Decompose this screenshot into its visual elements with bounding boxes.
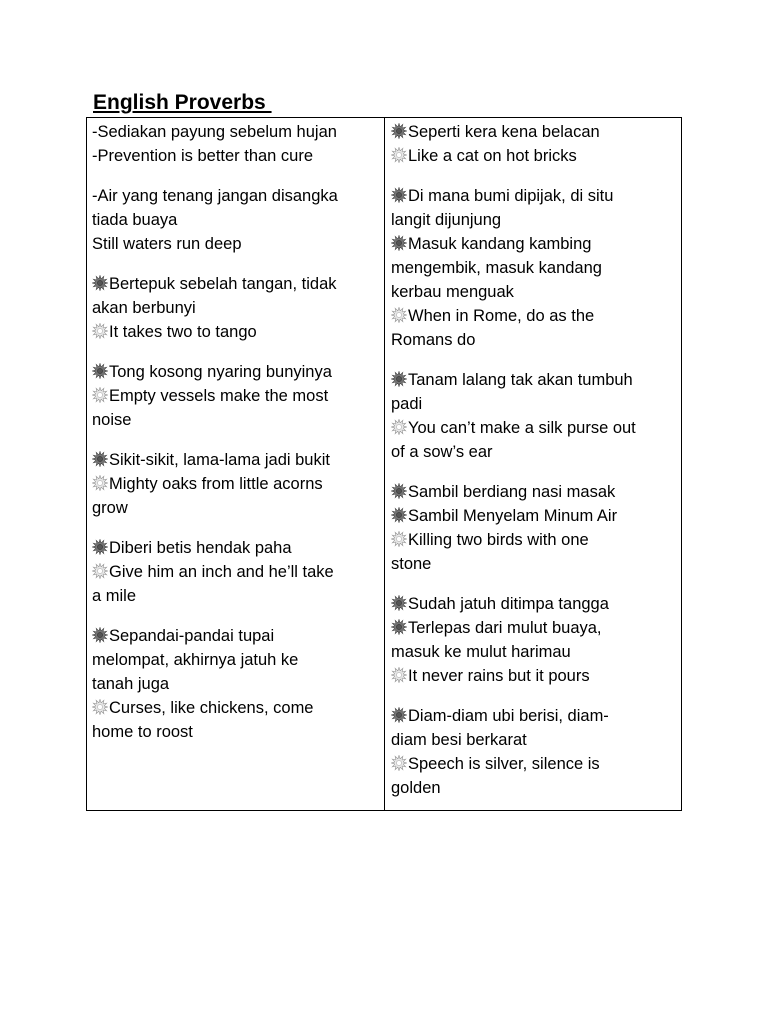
dark-sun-star-icon	[391, 483, 407, 499]
proverb-line	[92, 624, 380, 648]
proverb-line	[391, 328, 677, 352]
proverb-line	[92, 232, 380, 256]
proverb-entry	[92, 624, 380, 744]
proverb-entry	[391, 368, 677, 464]
proverb-line	[92, 384, 380, 408]
proverb-text: Diam-diam ubi berisi, diam-	[408, 707, 609, 725]
proverb-line	[391, 640, 677, 664]
proverb-entry	[391, 592, 677, 688]
proverb-text: tanah juga	[92, 675, 170, 693]
proverb-text: padi	[391, 395, 423, 413]
proverb-entry	[391, 120, 677, 168]
dark-sun-star-icon	[391, 123, 407, 139]
proverb-line	[391, 592, 677, 616]
proverb-line	[391, 480, 677, 504]
proverb-line	[391, 304, 677, 328]
proverb-line	[92, 408, 380, 432]
light-sun-star-icon	[391, 147, 407, 163]
proverb-text: Speech is silver, silence is	[408, 755, 600, 773]
proverb-line	[391, 776, 677, 800]
proverb-line	[92, 560, 380, 584]
proverb-entry	[92, 184, 380, 256]
proverb-line	[92, 584, 380, 608]
proverb-text: Killing two birds with one	[408, 531, 589, 549]
proverb-line	[92, 320, 380, 344]
proverb-text: Empty vessels make the most	[109, 387, 329, 405]
page-title: English Proverbs	[93, 91, 272, 114]
proverb-line	[92, 536, 380, 560]
proverb-text: melompat, akhirnya jatuh ke	[92, 651, 299, 669]
proverb-line	[391, 528, 677, 552]
proverb-line	[391, 440, 677, 464]
proverb-line	[92, 272, 380, 296]
dark-sun-star-icon	[391, 235, 407, 251]
light-sun-star-icon	[391, 755, 407, 771]
proverb-text: mengembik, masuk kandang	[391, 259, 602, 277]
light-sun-star-icon	[92, 475, 108, 491]
proverb-text: tiada buaya	[92, 211, 178, 229]
light-sun-star-icon	[391, 531, 407, 547]
proverb-text: Romans do	[391, 331, 476, 349]
proverb-line	[92, 360, 380, 384]
proverb-line	[391, 728, 677, 752]
proverb-line	[391, 184, 677, 208]
proverb-text: You can’t make a silk purse out	[408, 419, 636, 437]
proverb-line	[391, 664, 677, 688]
proverb-text: Masuk kandang kambing	[408, 235, 592, 253]
proverb-text: masuk ke mulut harimau	[391, 643, 571, 661]
proverb-line	[92, 720, 380, 744]
proverb-line	[391, 504, 677, 528]
light-sun-star-icon	[391, 419, 407, 435]
proverb-text: -Sediakan payung sebelum hujan	[92, 123, 337, 141]
proverb-entry	[92, 448, 380, 520]
proverb-text: kerbau menguak	[391, 283, 514, 301]
proverb-line	[92, 296, 380, 320]
proverb-line	[391, 616, 677, 640]
dark-sun-star-icon	[391, 507, 407, 523]
proverb-line	[391, 752, 677, 776]
proverb-line	[391, 256, 677, 280]
light-sun-star-icon	[92, 323, 108, 339]
proverb-line	[391, 368, 677, 392]
proverb-text: Diberi betis hendak paha	[109, 539, 292, 557]
proverb-line	[92, 472, 380, 496]
proverb-line	[391, 416, 677, 440]
proverb-line	[92, 448, 380, 472]
light-sun-star-icon	[391, 667, 407, 683]
proverb-text: Still waters run deep	[92, 235, 242, 253]
proverb-line	[391, 144, 677, 168]
proverb-text: noise	[92, 411, 132, 429]
proverb-text: stone	[391, 555, 432, 573]
proverb-text: Tong kosong nyaring bunyinya	[109, 363, 332, 381]
proverb-line	[92, 672, 380, 696]
proverb-text: -Prevention is better than cure	[92, 147, 314, 165]
left-column	[87, 118, 385, 810]
proverb-text: -Air yang tenang jangan disangka	[92, 187, 338, 205]
proverb-line	[92, 696, 380, 720]
dark-sun-star-icon	[391, 619, 407, 635]
proverb-line	[92, 144, 380, 168]
proverb-text: Like a cat on hot bricks	[408, 147, 577, 165]
proverb-text: Sudah jatuh ditimpa tangga	[408, 595, 609, 613]
proverb-text: When in Rome, do as the	[408, 307, 595, 325]
proverb-entry	[92, 272, 380, 344]
proverb-text: Mighty oaks from little acorns	[109, 475, 323, 493]
proverb-text: a mile	[92, 587, 137, 605]
proverb-text: Give him an inch and he’ll take	[109, 563, 334, 581]
dark-sun-star-icon	[391, 371, 407, 387]
dark-sun-star-icon	[92, 275, 108, 291]
dark-sun-star-icon	[391, 707, 407, 723]
proverb-line	[92, 184, 380, 208]
proverb-line	[391, 208, 677, 232]
proverb-text: langit dijunjung	[391, 211, 502, 229]
proverb-entry	[391, 480, 677, 576]
right-column	[385, 118, 681, 810]
proverb-text: akan berbunyi	[92, 299, 196, 317]
proverb-line	[391, 552, 677, 576]
proverb-text: of a sow’s ear	[391, 443, 493, 461]
proverb-line	[391, 704, 677, 728]
proverb-text: Di mana bumi dipijak, di situ	[408, 187, 614, 205]
proverb-line	[92, 208, 380, 232]
proverb-text: home to roost	[92, 723, 193, 741]
proverb-entry	[92, 536, 380, 608]
dark-sun-star-icon	[92, 363, 108, 379]
proverb-text: Tanam lalang tak akan tumbuh	[408, 371, 633, 389]
proverb-text: Curses, like chickens, come	[109, 699, 314, 717]
proverb-text: golden	[391, 779, 441, 797]
proverb-line	[391, 232, 677, 256]
light-sun-star-icon	[92, 387, 108, 403]
proverb-entry	[92, 120, 380, 168]
proverb-text: Sepandai-pandai tupai	[109, 627, 275, 645]
dark-sun-star-icon	[92, 627, 108, 643]
proverb-text: It never rains but it pours	[408, 667, 590, 685]
proverb-line	[92, 496, 380, 520]
dark-sun-star-icon	[391, 595, 407, 611]
proverbs-table	[86, 117, 682, 811]
light-sun-star-icon	[391, 307, 407, 323]
proverb-entry	[391, 704, 677, 800]
proverb-text: It takes two to tango	[109, 323, 257, 341]
proverb-text: Terlepas dari mulut buaya,	[408, 619, 602, 637]
proverb-text: Bertepuk sebelah tangan, tidak	[109, 275, 337, 293]
proverb-line	[92, 648, 380, 672]
light-sun-star-icon	[92, 563, 108, 579]
proverb-text: grow	[92, 499, 128, 517]
proverb-text: Sambil berdiang nasi masak	[408, 483, 616, 501]
proverb-text: Sambil Menyelam Minum Air	[408, 507, 618, 525]
dark-sun-star-icon	[92, 539, 108, 555]
proverb-line	[391, 120, 677, 144]
proverb-text: diam besi berkarat	[391, 731, 527, 749]
dark-sun-star-icon	[391, 187, 407, 203]
proverb-line	[391, 280, 677, 304]
proverb-line	[391, 392, 677, 416]
proverb-text: Sikit-sikit, lama-lama jadi bukit	[109, 451, 330, 469]
proverb-line	[92, 120, 380, 144]
proverb-entry	[92, 360, 380, 432]
light-sun-star-icon	[92, 699, 108, 715]
dark-sun-star-icon	[92, 451, 108, 467]
proverb-entry	[391, 184, 677, 352]
proverb-text: Seperti kera kena belacan	[408, 123, 600, 141]
